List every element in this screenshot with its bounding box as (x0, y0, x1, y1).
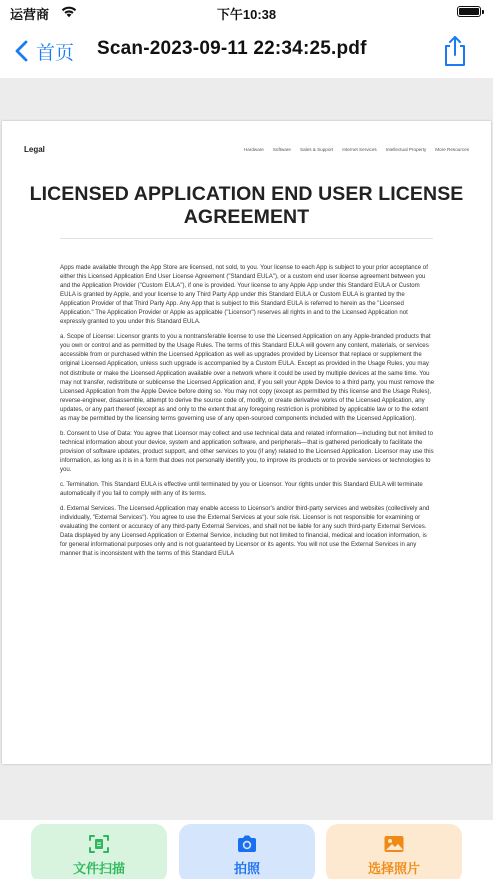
document-nav-link: Internet Services (342, 147, 377, 152)
scan-document-label: 文件扫描 (72, 862, 125, 877)
battery-icon (457, 6, 481, 17)
document-logo-text: Legal (24, 145, 45, 154)
scan-document-button[interactable] (31, 824, 167, 879)
status-bar (0, 0, 493, 24)
document-nav (244, 147, 469, 152)
clock: 下午10:38 (216, 7, 277, 22)
document-title: LICENSED APPLICATION END USER LICENSE AGREEMENT (29, 183, 464, 228)
back-button[interactable] (12, 36, 74, 66)
document-paragraph: a. Scope of License: Licensor grants to you a nontransferable license to use the Licensed Application on any Apple-branded products that you own or control and as permitted by the Usage Rules. The terms of this Standard EULA will govern any content, materials, or services accessible from or purchased within the Licensed Application as well as upgrades provided by Licensor that replace or supplement the original Licensed Application, unless such upgrade is accompanied by a Custom EULA. Except as provided in the Usage Rules, you may not distribute or make the Licensed Application available over a network where it could be used by multiple devices at the same time. You may not transfer, redistribute or sublicense the Licensed Application and, if you sell your Apple Device to a third party, you must remove the Licensed Application from the Apple Device before doing so. You may not copy (except as permitted by this license and the Usage Rules), reverse-engineer, disassemble, attempt to derive the source code of, modify, or create derivative works of the Licensed Application, any updates, or any part thereof (except as and only to the extent that any foregoing restriction is prohibited by applicable law or to the extent as may be permitted by the licensing terms governing use of any open-sourced components included with the Licensed Application). (60, 333, 435, 422)
choose-photo-label: 选择照片 (367, 862, 420, 877)
document-paragraph: Apps made available through the App Store are licensed, not sold, to you. Your license to each App is subject to your prior acceptance of either this Licensed Application End User License Agreement ("Standard EULA"), or a custom end user license agreement between you and the Application Provider ("Custom EULA"), if one is provided. Your license to any Apple App under this Standard EULA or Custom EULA is granted by Apple, and your license to any Third Party App under this Standard EULA or Custom EULA is granted by the Application Provider of that Third Party App. Any App that is subject to this Standard EULA is referred to herein as the "Licensed Application." The Application Provider or Apple as applicable ("Licensor") reserves all rights in and to the Licensed Application not expressly granted to you under this Standard EULA. (60, 264, 428, 326)
pdf-viewer[interactable] (0, 78, 493, 820)
camera-icon (236, 834, 258, 854)
page-title: Scan-2023-09-11 22:34:25.pdf (97, 38, 367, 59)
pdf-page (2, 121, 491, 764)
share-icon[interactable] (441, 34, 469, 68)
navigation-bar (0, 24, 493, 78)
document-nav-link: Software (272, 147, 291, 152)
document-nav-link: Sales & Support (300, 147, 334, 152)
back-label: 首页 (36, 41, 75, 64)
document-nav-link: Intellectual Property (385, 147, 427, 152)
take-photo-label: 拍照 (233, 862, 260, 877)
divider (60, 238, 433, 239)
document-scan-icon (88, 834, 110, 854)
bottom-toolbar (0, 820, 493, 879)
document-body (60, 263, 435, 564)
image-icon (383, 834, 405, 854)
document-paragraph: b. Consent to Use of Data: You agree that Licensor may collect and use technical data and related information—including but not limited to technical information about your device, system and application software, and peripherals—that is gathered periodically to facilitate the provision of software updates, product support, and other services to you (if any) related to the Licensed Application. Licensor may use this information, as long as it is in a form that does not personally identify you, to improve its products or to provide services or technologies to you. (60, 429, 434, 473)
document-header (24, 145, 469, 159)
document-nav-link: More Resources (435, 147, 469, 152)
document-paragraph: d. External Services. The Licensed Application may enable access to Licensor's and/or third-party services and websites (collectively and individually, "External Services"). You agree to use the External Services at your sole risk. Licensor is not responsible for examining or evaluating the content or accuracy of any third-party External Services, and shall not be liable for any such third-party External Services. Data displayed by any Licensed Application or External Service, including but not limited to financial, medical and location information, is for general informational purposes only and is not guaranteed by Licensor or its agents. You will not use the External Services in any manner that is inconsistent with the terms of this Standard EULA (60, 505, 430, 558)
document-nav-link: Hardware (243, 147, 264, 152)
take-photo-button[interactable] (179, 824, 315, 879)
document-paragraph: c. Termination. This Standard EULA is effective until terminated by you or Licensor. Your rights under this Standard EULA will terminate automatically if you fail to comply with any of its terms. (60, 481, 423, 498)
choose-photo-button[interactable] (326, 824, 462, 879)
chevron-left-icon (12, 39, 32, 63)
carrier-label: 运营商 (10, 7, 50, 22)
